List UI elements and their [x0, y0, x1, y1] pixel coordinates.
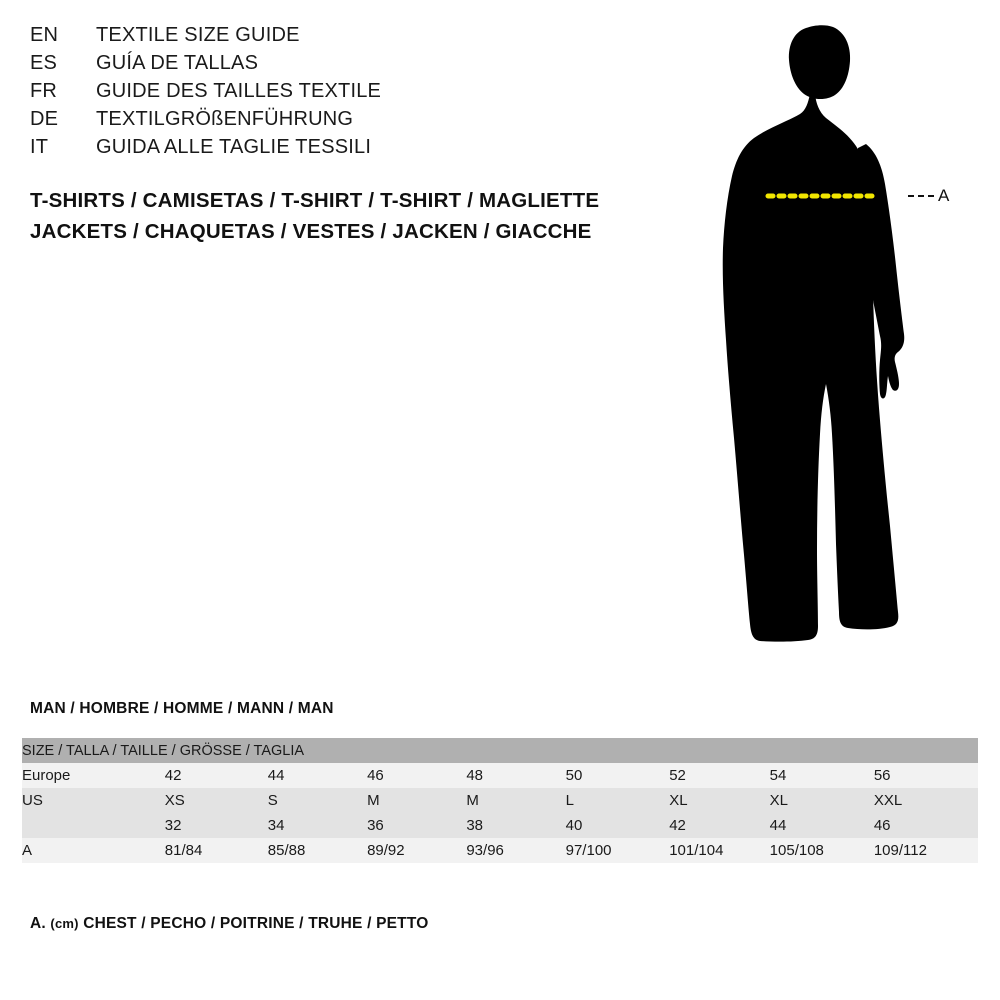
table-gender-title: MAN / HOMBRE / HOMME / MANN / MAN [30, 700, 334, 717]
cell-value: XS [165, 788, 268, 813]
language-code: DE [30, 108, 59, 130]
cell-value: XXL [874, 788, 978, 813]
table-header-label: SIZE / TALLA / TAILLE / GRÖSSE / TAGLIA [22, 738, 978, 763]
cell-value: 50 [566, 763, 670, 788]
cell-value: 42 [669, 813, 769, 838]
language-row [30, 108, 650, 136]
footnote-text: CHEST / PECHO / POITRINE / TRUHE / PETTO [83, 915, 429, 932]
language-row [30, 136, 650, 164]
language-text: GUÍA DE TALLAS [96, 52, 259, 74]
row-label: Europe [22, 763, 165, 788]
table-row [22, 763, 978, 788]
cell-value: 48 [466, 763, 565, 788]
footnote-prefix: A. [30, 915, 46, 932]
cell-value: 34 [268, 813, 367, 838]
table-row [22, 788, 978, 813]
cell-value: M [466, 788, 565, 813]
row-label: US [22, 788, 165, 813]
table-footnote [30, 915, 429, 933]
cell-value: 93/96 [466, 838, 565, 863]
category-jackets: JACKETS / CHAQUETAS / VESTES / JACKEN / GIACCHE [30, 220, 592, 243]
cell-value: XL [669, 788, 769, 813]
language-code: ES [30, 52, 58, 74]
table-header-row [22, 738, 978, 763]
cell-value: 36 [367, 813, 466, 838]
cell-value: 44 [770, 813, 874, 838]
cell-value: 52 [669, 763, 769, 788]
silhouette-svg [690, 10, 980, 670]
cell-value: 81/84 [165, 838, 268, 863]
language-row [30, 80, 650, 108]
row-label [22, 813, 165, 838]
language-row [30, 52, 650, 80]
cell-value: XL [770, 788, 874, 813]
table-row [22, 813, 978, 838]
language-list [30, 24, 650, 164]
language-row [30, 24, 650, 52]
cell-value: 97/100 [566, 838, 670, 863]
cell-value: 54 [770, 763, 874, 788]
cell-value: 42 [165, 763, 268, 788]
male-silhouette-figure [690, 10, 980, 670]
cell-value: 109/112 [874, 838, 978, 863]
cell-value: M [367, 788, 466, 813]
cell-value: 44 [268, 763, 367, 788]
language-code: IT [30, 136, 49, 158]
table-row [22, 838, 978, 863]
cell-value: 46 [874, 813, 978, 838]
measure-leader-line [908, 195, 934, 199]
footnote-unit: (cm) [50, 916, 79, 931]
language-code: EN [30, 24, 59, 46]
language-text: TEXTILE SIZE GUIDE [96, 24, 300, 46]
cell-value: 105/108 [770, 838, 874, 863]
cell-value: 38 [466, 813, 565, 838]
language-code: FR [30, 80, 58, 102]
cell-value: S [268, 788, 367, 813]
language-text: GUIDA ALLE TAGLIE TESSILI [96, 136, 372, 158]
garment-category-list [30, 185, 730, 247]
cell-value: 101/104 [669, 838, 769, 863]
category-tshirts: T-SHIRTS / CAMISETAS / T-SHIRT / T-SHIRT / MAGLIETTE [30, 189, 600, 212]
cell-value: 89/92 [367, 838, 466, 863]
language-text: TEXTILGRÖßENFÜHRUNG [96, 108, 354, 130]
row-label: A [22, 838, 165, 863]
cell-value: 46 [367, 763, 466, 788]
language-text: GUIDE DES TAILLES TEXTILE [96, 80, 382, 102]
cell-value: 32 [165, 813, 268, 838]
size-table [22, 738, 978, 863]
cell-value: 85/88 [268, 838, 367, 863]
measure-label-a: A [938, 186, 950, 205]
cell-value: 40 [566, 813, 670, 838]
cell-value: L [566, 788, 670, 813]
cell-value: 56 [874, 763, 978, 788]
